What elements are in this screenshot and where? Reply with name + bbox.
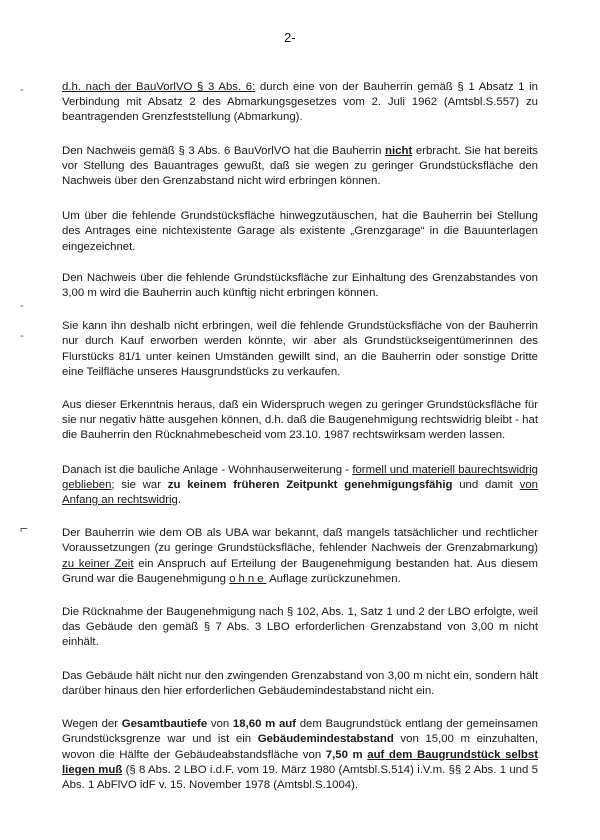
document-body [62,80,538,793]
margin-mark: - [20,84,24,96]
paragraph [62,463,538,509]
text-run: Sie kann ihn deshalb nicht erbringen, weil die fehlende Grundstücksfläche von der Bauherrin nur durch Kauf erworben werden könnte, wir aber als Grundstückseigentümerinnen des Flurstücks 81/1 unter keinen Umständen gewillt sind, an die Bauherrin oder sonstige Dritte eine Teilfläche unseres Hausgrundstücks zu verkaufen. [62,320,538,378]
text-run: Der Bauherrin wie dem OB als UBA war bekannt, daß mangels tatsächlicher und rechtlicher Voraussetzungen (zu geringe Grundstücksfläche, fehlender Nachweis der Grenzabmarkung) [62,527,538,555]
emphasis-run: von Anfang an rechtswidrig [62,478,538,507]
paragraph [62,398,538,444]
paragraph [62,319,538,380]
emphasis-run: formell und materiell baurechtswidrig geblieben [62,463,538,491]
text-run: ein Anspruch auf Erteilung der Baugenehmigung bestanden hat. Aus diesem Grund war die Baugenehmigung [62,557,538,585]
margin-mark: - [20,330,24,342]
text-run: erbracht. Sie hat bereits vor Stellung des Bauantrages gewußt, daß sie wegen zu geringer Grundstücksfläche den Nachweis über den Grenzabstand nicht wird erbringen können. [62,144,538,188]
text-run: (§ 8 Abs. 2 LBO i.d.F. vom 19. März 1980 (Amtsbl.S.514) i.V.m. §§ 2 Abs. 1 und 5 Abs. 1 AbFlVO idF v. 15. November 1978 (Amtsbl.S.1004). [62,763,539,791]
emphasis-run: 18,60 m [232,718,276,731]
emphasis-run: ohne [229,572,267,585]
emphasis-run: d.h. nach der BauVorlVO § 3 Abs. 6: [62,81,256,93]
text-run: Auflage zurückzunehmen. [266,572,401,585]
emphasis-run: zu keiner Zeit [62,557,134,570]
emphasis-run: 7,50 m [325,748,363,761]
paragraph [62,717,538,793]
text-run: Den Nachweis über die fehlende Grundstücksfläche zur Einhaltung des Grenzabstandes von 3,00 m wird die Bauherrin auch künftig nicht erbringen können. [62,271,538,300]
text-run: dem Baugrundstück entlang der gemeinsamen Grundstücksgrenze war und ist ein [62,718,538,746]
text-run: Den Nachweis gemäß § 3 Abs. 6 BauVorlVO hat die Bauherrin [62,144,386,157]
text-run: . [177,494,182,507]
emphasis-run: nicht [385,144,413,157]
paragraph [62,144,538,190]
emphasis-run: Gesamtbautiefe [121,718,208,731]
paragraph [62,669,538,699]
paragraph [62,271,538,301]
emphasis-run: auf [278,718,297,731]
text-run: Das Gebäude hält nicht nur den zwingenden Grenzabstand von 3,00 m nicht ein, sondern hält darüber hinaus den hier erforderlichen Gebäudemindestabstand nicht ein. [62,669,538,697]
text-run: Um über die fehlende Grundstücksfläche hinwegzutäuschen, hat die Bauherrin bei Stellung des Antrages eine nichtexistente Garage als existente „Grenzgarage“ in die Bauunterlagen eingezeichnet. [62,210,538,253]
paragraph [62,526,538,587]
text-run: durch eine von der Bauherrin gemäß § 1 Absatz 1 in Verbindung mit Absatz 2 des Abmarkungsgesetzes vom 2. Juli 1962 (Amtsbl.S.557) zu beantragenden Grenzfeststellung (Abmarkung). [62,81,538,124]
paragraph [62,209,538,255]
margin-mark: - [20,300,24,312]
text-run: Die Rücknahme der Baugenehmigung nach § 102, Abs. 1, Satz 1 und 2 der LBO erfolgte, weil das Gebäude den gemäß § 7 Abs. 3 LBO erforderlichen Grenzabstand von 3,00 m nicht einhält. [62,606,538,649]
text-run: von 15,00 m einzuhalten, wovon die Hälfte der Gebäudeabstandsfläche von [62,733,538,761]
emphasis-run: zu keinem früheren Zeitpunkt genehmigungsfähig [167,478,453,491]
text-run: von [207,718,233,731]
emphasis-run: auf dem Baugrundstück selbst liegen muß [62,748,538,776]
text-run: Aus dieser Erkenntnis heraus, daß ein Widerspruch wegen zu geringer Grundstücksfläche für sie nur negativ hätte ausgehen können, d.h. daß die Baugenehmigung rechtswidrig bleibt - hat die Bauherrin den Rücknahmebescheid vom 23.10. 1987 rechtswirksam werden lassen. [62,399,538,442]
page-number: 2- [284,30,296,45]
text-run: ; sie war [111,478,168,491]
text-run: und damit [452,478,520,491]
margin-mark: ⌐ [20,520,29,536]
text-run: Wegen der [62,718,122,731]
paragraph [62,80,538,126]
emphasis-run: Gebäudemindestabstand [257,733,394,746]
text-run: Danach ist die bauliche Anlage - Wohnhauserweiterung - [62,463,353,476]
paragraph [62,605,538,651]
